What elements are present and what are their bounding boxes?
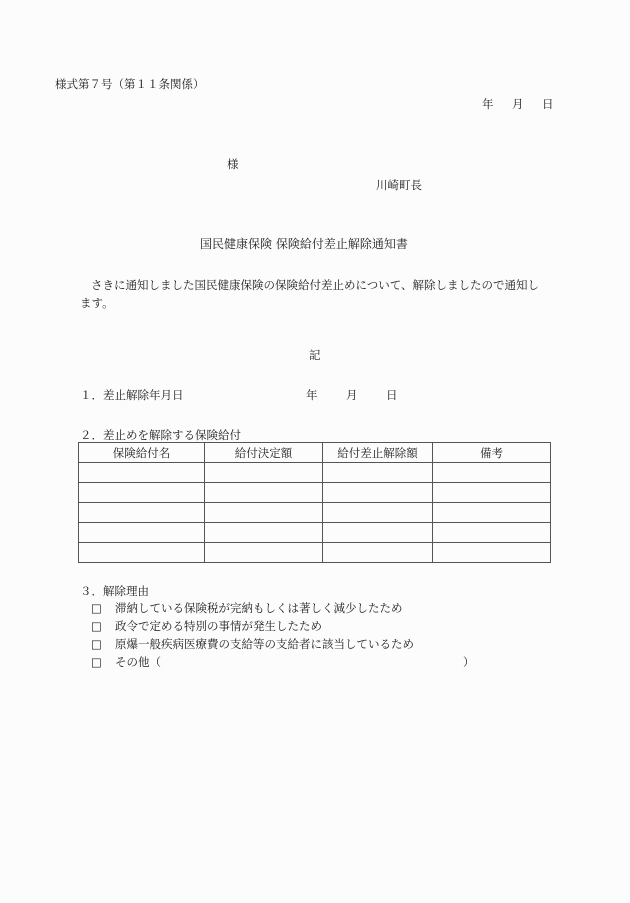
table-cell[interactable] xyxy=(205,543,323,563)
reason-text: 原爆一般疾病医療費の支給等の支給者に該当しているため xyxy=(115,637,414,651)
table-cell[interactable] xyxy=(323,483,433,503)
table-cell[interactable] xyxy=(79,543,205,563)
reason-item xyxy=(91,637,414,651)
section2-label: ２．差止めを解除する保険給付 xyxy=(80,428,241,442)
table-row xyxy=(79,483,551,503)
table-cell[interactable] xyxy=(79,503,205,523)
table-cell[interactable] xyxy=(433,543,551,563)
body-text: さきに通知しました国民健康保険の保険給付差止めについて、解除しましたので通知します。 xyxy=(80,278,540,310)
table-row xyxy=(79,503,551,523)
table-cell[interactable] xyxy=(323,503,433,523)
benefit-table xyxy=(78,442,551,563)
release-date xyxy=(306,388,398,402)
table-row xyxy=(79,543,551,563)
month-label: 月 xyxy=(346,388,358,402)
addressee-honorific: 様 xyxy=(227,157,239,171)
table-cell[interactable] xyxy=(79,523,205,543)
checkbox[interactable]: □ xyxy=(91,655,102,669)
section3-label: ３．解除理由 xyxy=(80,584,149,598)
other-close-paren: ） xyxy=(463,655,475,669)
day-label: 日 xyxy=(542,97,554,111)
table-cell[interactable] xyxy=(433,523,551,543)
reason-text: 政令で定める特別の事情が発生したため xyxy=(115,619,322,633)
table-cell[interactable] xyxy=(433,503,551,523)
table-cell[interactable] xyxy=(323,523,433,543)
table-cell[interactable] xyxy=(205,503,323,523)
table-cell[interactable] xyxy=(79,483,205,503)
issuer-name: 川崎町長 xyxy=(376,178,422,192)
table-cell[interactable] xyxy=(433,463,551,483)
form-number: 様式第７号（第１１条関係） xyxy=(55,77,205,91)
reason-text: その他（ xyxy=(115,655,161,669)
ki-heading: 記 xyxy=(309,348,321,362)
table-cell[interactable] xyxy=(205,463,323,483)
col-remarks: 備考 xyxy=(433,443,551,463)
year-label: 年 xyxy=(306,388,318,402)
table-cell[interactable] xyxy=(323,463,433,483)
checkbox[interactable]: □ xyxy=(91,637,102,651)
document-title: 国民健康保険 保険給付差止解除通知書 xyxy=(200,237,408,251)
checkbox[interactable]: □ xyxy=(91,619,102,633)
table-cell[interactable] xyxy=(323,543,433,563)
issue-date xyxy=(482,97,554,111)
table-cell[interactable] xyxy=(79,463,205,483)
reason-text: 滞納している保険税が完納もしくは著しく減少したため xyxy=(115,601,403,615)
year-label: 年 xyxy=(482,97,494,111)
month-label: 月 xyxy=(512,97,524,111)
col-release-amount: 給付差止解除額 xyxy=(323,443,433,463)
table-cell[interactable] xyxy=(205,483,323,503)
table-row xyxy=(79,463,551,483)
reason-item xyxy=(91,601,403,615)
section1-label: １．差止解除年月日 xyxy=(80,388,184,402)
table-header-row xyxy=(79,443,551,463)
reason-item xyxy=(91,619,322,633)
checkbox[interactable]: □ xyxy=(91,601,102,615)
col-decided-amount: 給付決定額 xyxy=(205,443,323,463)
table-row xyxy=(79,523,551,543)
day-label: 日 xyxy=(386,388,398,402)
table-cell[interactable] xyxy=(205,523,323,543)
col-benefit-name: 保険給付名 xyxy=(79,443,205,463)
table-cell[interactable] xyxy=(433,483,551,503)
reason-item-other xyxy=(91,655,161,669)
